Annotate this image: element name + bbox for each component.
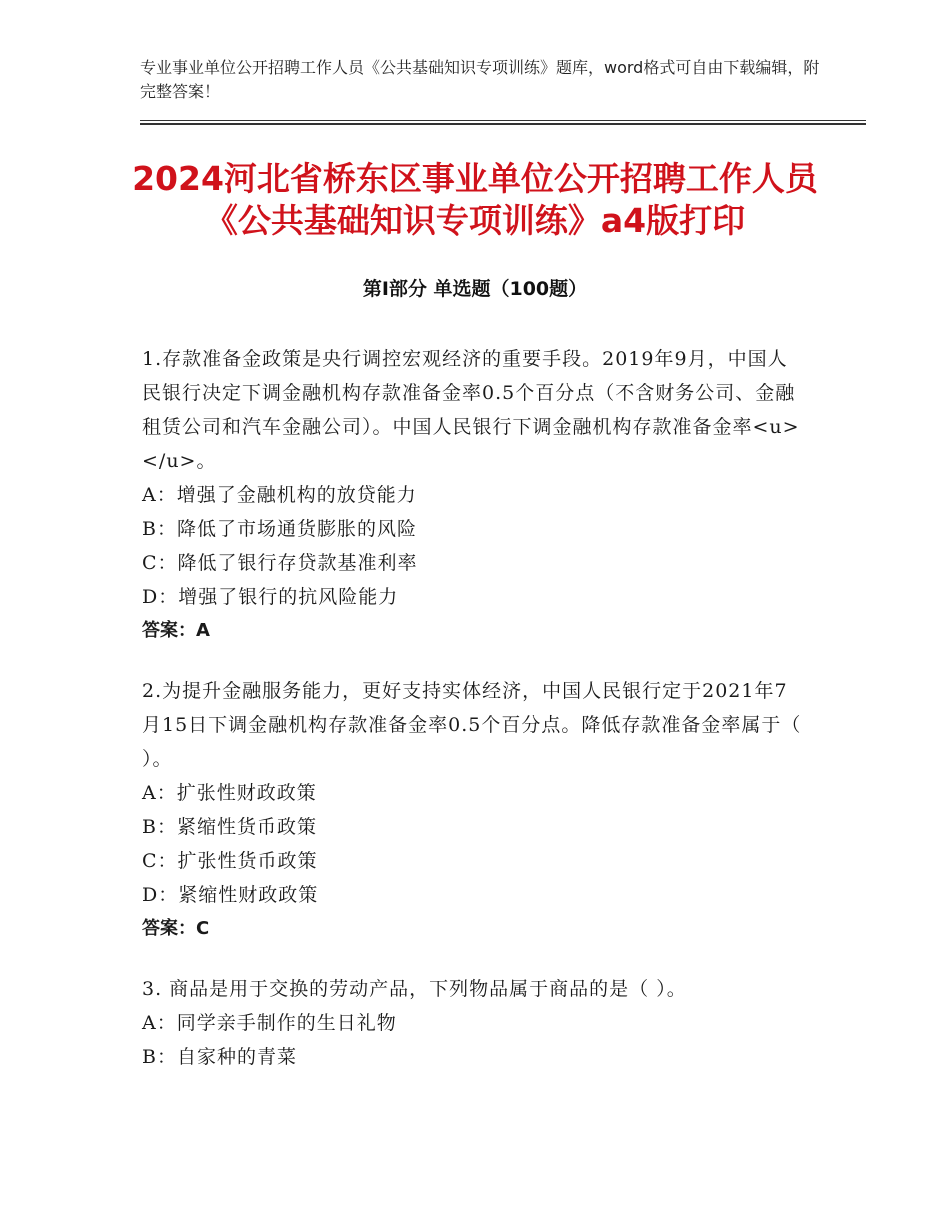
- option-d: D：增强了银行的抗风险能力: [142, 586, 399, 608]
- question-1: [142, 342, 802, 648]
- document-title: 2024河北省桥东区事业单位公开招聘工作人员《公共基础知识专项训练》a4版打印: [132, 159, 818, 240]
- question-list: [142, 342, 802, 1100]
- answer: 答案：A: [142, 620, 210, 641]
- question-stem: 1.存款准备金政策是央行调控宏观经济的重要手段。2019年9月，中国人民银行决定下调金融机构存款准备金率0.5个百分点（不含财务公司、金融租赁公司和汽车金融公司）。中国人民银行下调金融机构存款准备金率<u> </u>。: [142, 348, 800, 472]
- header-divider-thick: [140, 123, 866, 125]
- option-a: A：同学亲手制作的生日礼物: [142, 1012, 397, 1034]
- question-2: [142, 674, 802, 946]
- question-stem: 2.为提升金融服务能力，更好支持实体经济，中国人民银行定于2021年7月15日下调金融机构存款准备金率0.5个百分点。降低存款准备金率属于（ ）。: [142, 680, 802, 770]
- header-divider-thin: [140, 120, 866, 121]
- answer: 答案：C: [142, 918, 210, 939]
- header-note: 专业事业单位公开招聘工作人员《公共基础知识专项训练》题库，word格式可自由下载编辑，附完整答案！: [140, 58, 820, 101]
- option-a: A：扩张性财政政策: [142, 782, 317, 804]
- question-stem: 3. 商品是用于交换的劳动产品，下列物品属于商品的是（ ）。: [142, 978, 687, 1000]
- option-b: B：自家种的青菜: [142, 1046, 297, 1068]
- section-title: 第Ⅰ部分 单选题（100题）: [362, 278, 588, 300]
- option-d: D：紧缩性财政政策: [142, 884, 319, 906]
- option-b: B：紧缩性货币政策: [142, 816, 317, 838]
- option-c: C：降低了银行存贷款基准利率: [142, 552, 418, 574]
- question-3: [142, 972, 802, 1074]
- option-c: C：扩张性货币政策: [142, 850, 318, 872]
- option-b: B：降低了市场通货膨胀的风险: [142, 518, 417, 540]
- option-a: A：增强了金融机构的放贷能力: [142, 484, 417, 506]
